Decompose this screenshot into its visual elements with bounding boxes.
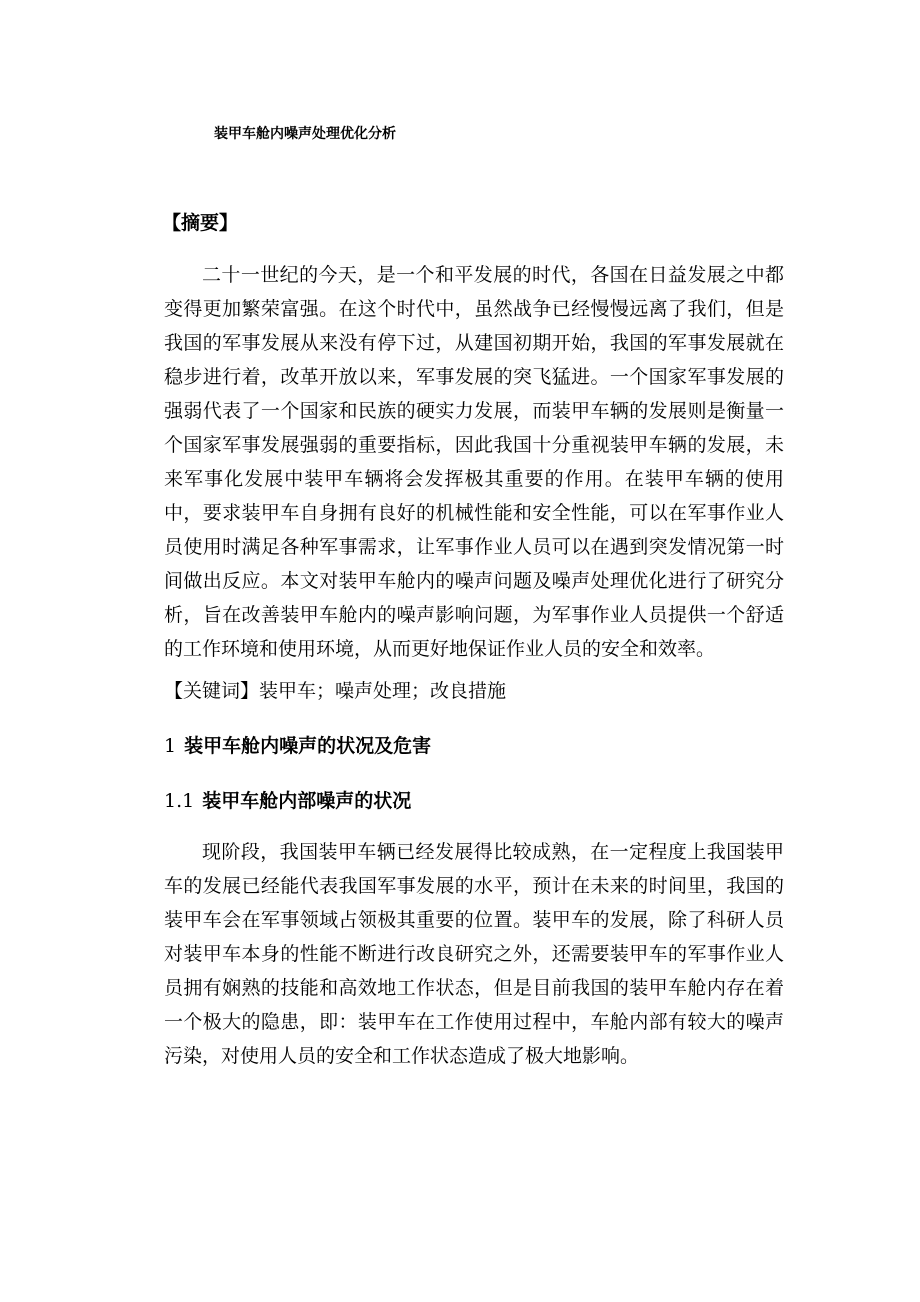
subsection-number: 1.1 [164, 790, 195, 812]
section-title: 装甲车舱内噪声的状况及危害 [184, 735, 432, 757]
keywords-label: 【关键词】 [164, 680, 260, 702]
abstract-paragraph: 二十一世纪的今天，是一个和平发展的时代，各国在日益发展之中都变得更加繁荣富强。在这个时代中，虽然战争已经慢慢远离了我们，但是我国的军事发展从来没有停下过，从建国初期开始，我国的军事发展就在稳步进行着，改革开放以来，军事发展的突飞猛进。一个国家军事发展的强弱代表了一个国家和民族的硬实力发展，而装甲车辆的发展则是衡量一个国家军事发展强弱的重要指标，因此我国十分重视装甲车辆的发展，未来军事化发展中装甲车辆将会发挥极其重要的作用。在装甲车辆的使用中，要求装甲车自身拥有良好的机械性能和安全性能，可以在军事作业人员使用时满足各种军事需求，让军事作业人员可以在遇到突发情况第一时间做出反应。本文对装甲车舱内的噪声问题及噪声处理优化进行了研究分析，旨在改善装甲车舱内的噪声影响问题，为军事作业人员提供一个舒适的工作环境和使用环境，从而更好地保证作业人员的安全和效率。 [164, 264, 784, 660]
keywords-text: 装甲车；噪声处理；改良措施 [259, 680, 507, 702]
section-number: 1 [164, 735, 177, 757]
section-1-1-paragraph: 现阶段，我国装甲车辆已经发展得比较成熟，在一定程度上我国装甲车的发展已经能代表我国军事发展的水平，预计在未来的时间里，我国的装甲车会在军事领域占领极其重要的位置。装甲车的发展，除了科研人员对装甲车本身的性能不断进行改良研究之外，还需要装甲车的军事作业人员拥有娴熟的技能和高效地工作状态，但是目前我国的装甲车舱内存在着一个极大的隐患，即：装甲车在工作使用过程中，车舱内部有较大的噪声污染，对使用人员的安全和工作状态造成了极大地影响。 [164, 841, 784, 1067]
subsection-title: 装甲车舱内部噪声的状况 [202, 790, 412, 812]
document-title: 装甲车舱内噪声处理优化分析 [214, 126, 396, 142]
section-heading-1-1 [164, 786, 411, 816]
section-heading-1 [164, 731, 431, 761]
keywords-line [164, 676, 506, 706]
abstract-label: 【摘要】 [162, 212, 239, 234]
